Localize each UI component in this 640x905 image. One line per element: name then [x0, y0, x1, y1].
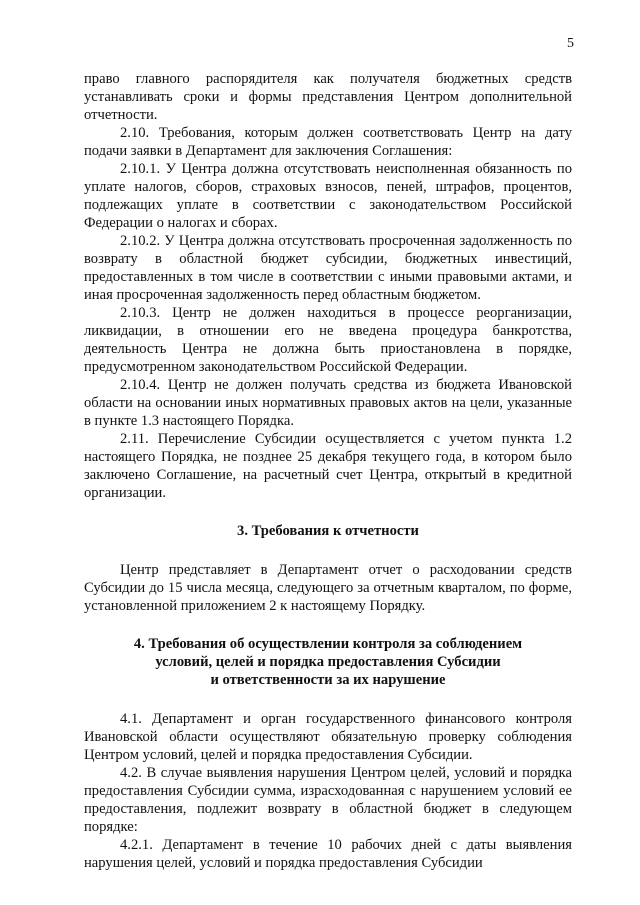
paragraph-2-10-1: 2.10.1. У Центра должна отсутствовать неисполненная обязанность по уплате налогов, сборов, страховых взносов, пеней, штрафов, процентов, подлежащих уплате в соответствии с законодательством Российской Федерации о налогах и сборах. — [84, 161, 572, 231]
paragraph-4-1: 4.1. Департамент и орган государственного финансового контроля Ивановской области осуществляют обязательную проверку соблюдения Центром условий, целей и порядка предоставления Субсидии. — [84, 711, 572, 763]
section-3-heading: 3. Требования к отчетности — [237, 523, 419, 539]
page-number: 5 — [567, 36, 574, 51]
section-4-heading-line-1: 4. Требования об осуществлении контроля за соблюдением — [133, 636, 523, 652]
section-4-heading-line-3: и ответственности за их нарушение — [210, 672, 446, 688]
paragraph-4-2: 4.2. В случае выявления нарушения Центром целей, условий и порядка предоставления Субсидии сумма, израсходованная с нарушением условий ее предоставления, подлежит возврату в областной бюджет в следующем порядке: — [84, 765, 572, 835]
paragraph-2-10: 2.10. Требования, которым должен соответствовать Центр на дату подачи заявки в Департамент для заключения Соглашения: — [84, 125, 572, 159]
document-body — [84, 70, 572, 872]
paragraph-4-2-1: 4.2.1. Департамент в течение 10 рабочих дней с даты выявления нарушения целей, условий и порядка предоставления Субсидии — [84, 837, 572, 871]
paragraph-2-10-2: 2.10.2. У Центра должна отсутствовать просроченная задолженность по возврату в областной бюджет субсидии, бюджетных инвестиций, предоставленных в том числе в соответствии с иными правовыми актами, и иная просроченная задолженность перед областным бюджетом. — [84, 233, 572, 303]
section-4-heading-line-2: условий, целей и порядка предоставления Субсидии — [155, 654, 501, 670]
section-3-text: Центр представляет в Департамент отчет о расходовании средств Субсидии до 15 числа месяца, следующего за отчетным кварталом, по форме, установленной приложением 2 к настоящему Порядку. — [84, 562, 572, 614]
paragraph-2-11: 2.11. Перечисление Субсидии осуществляется с учетом пункта 1.2 настоящего Порядка, не позднее 25 декабря текущего года, в котором было заключено Соглашение, на расчетный счет Центра, открытый в кредитной организации. — [84, 431, 572, 501]
paragraph-2-10-4: 2.10.4. Центр не должен получать средства из бюджета Ивановской области на основании иных нормативных правовых актов на цели, указанные в пункте 1.3 настоящего Порядка. — [84, 377, 572, 429]
paragraph-continuation: право главного распорядителя как получателя бюджетных средств устанавливать сроки и формы представления Центром дополнительной отчетности. — [84, 71, 572, 123]
paragraph-2-10-3: 2.10.3. Центр не должен находиться в процессе реорганизации, ликвидации, в отношении его не введена процедура банкротства, деятельность Центра не должна быть приостановлена в порядке, предусмотренном законодательством Российской Федерации. — [84, 305, 572, 375]
section-4-heading — [84, 635, 572, 689]
